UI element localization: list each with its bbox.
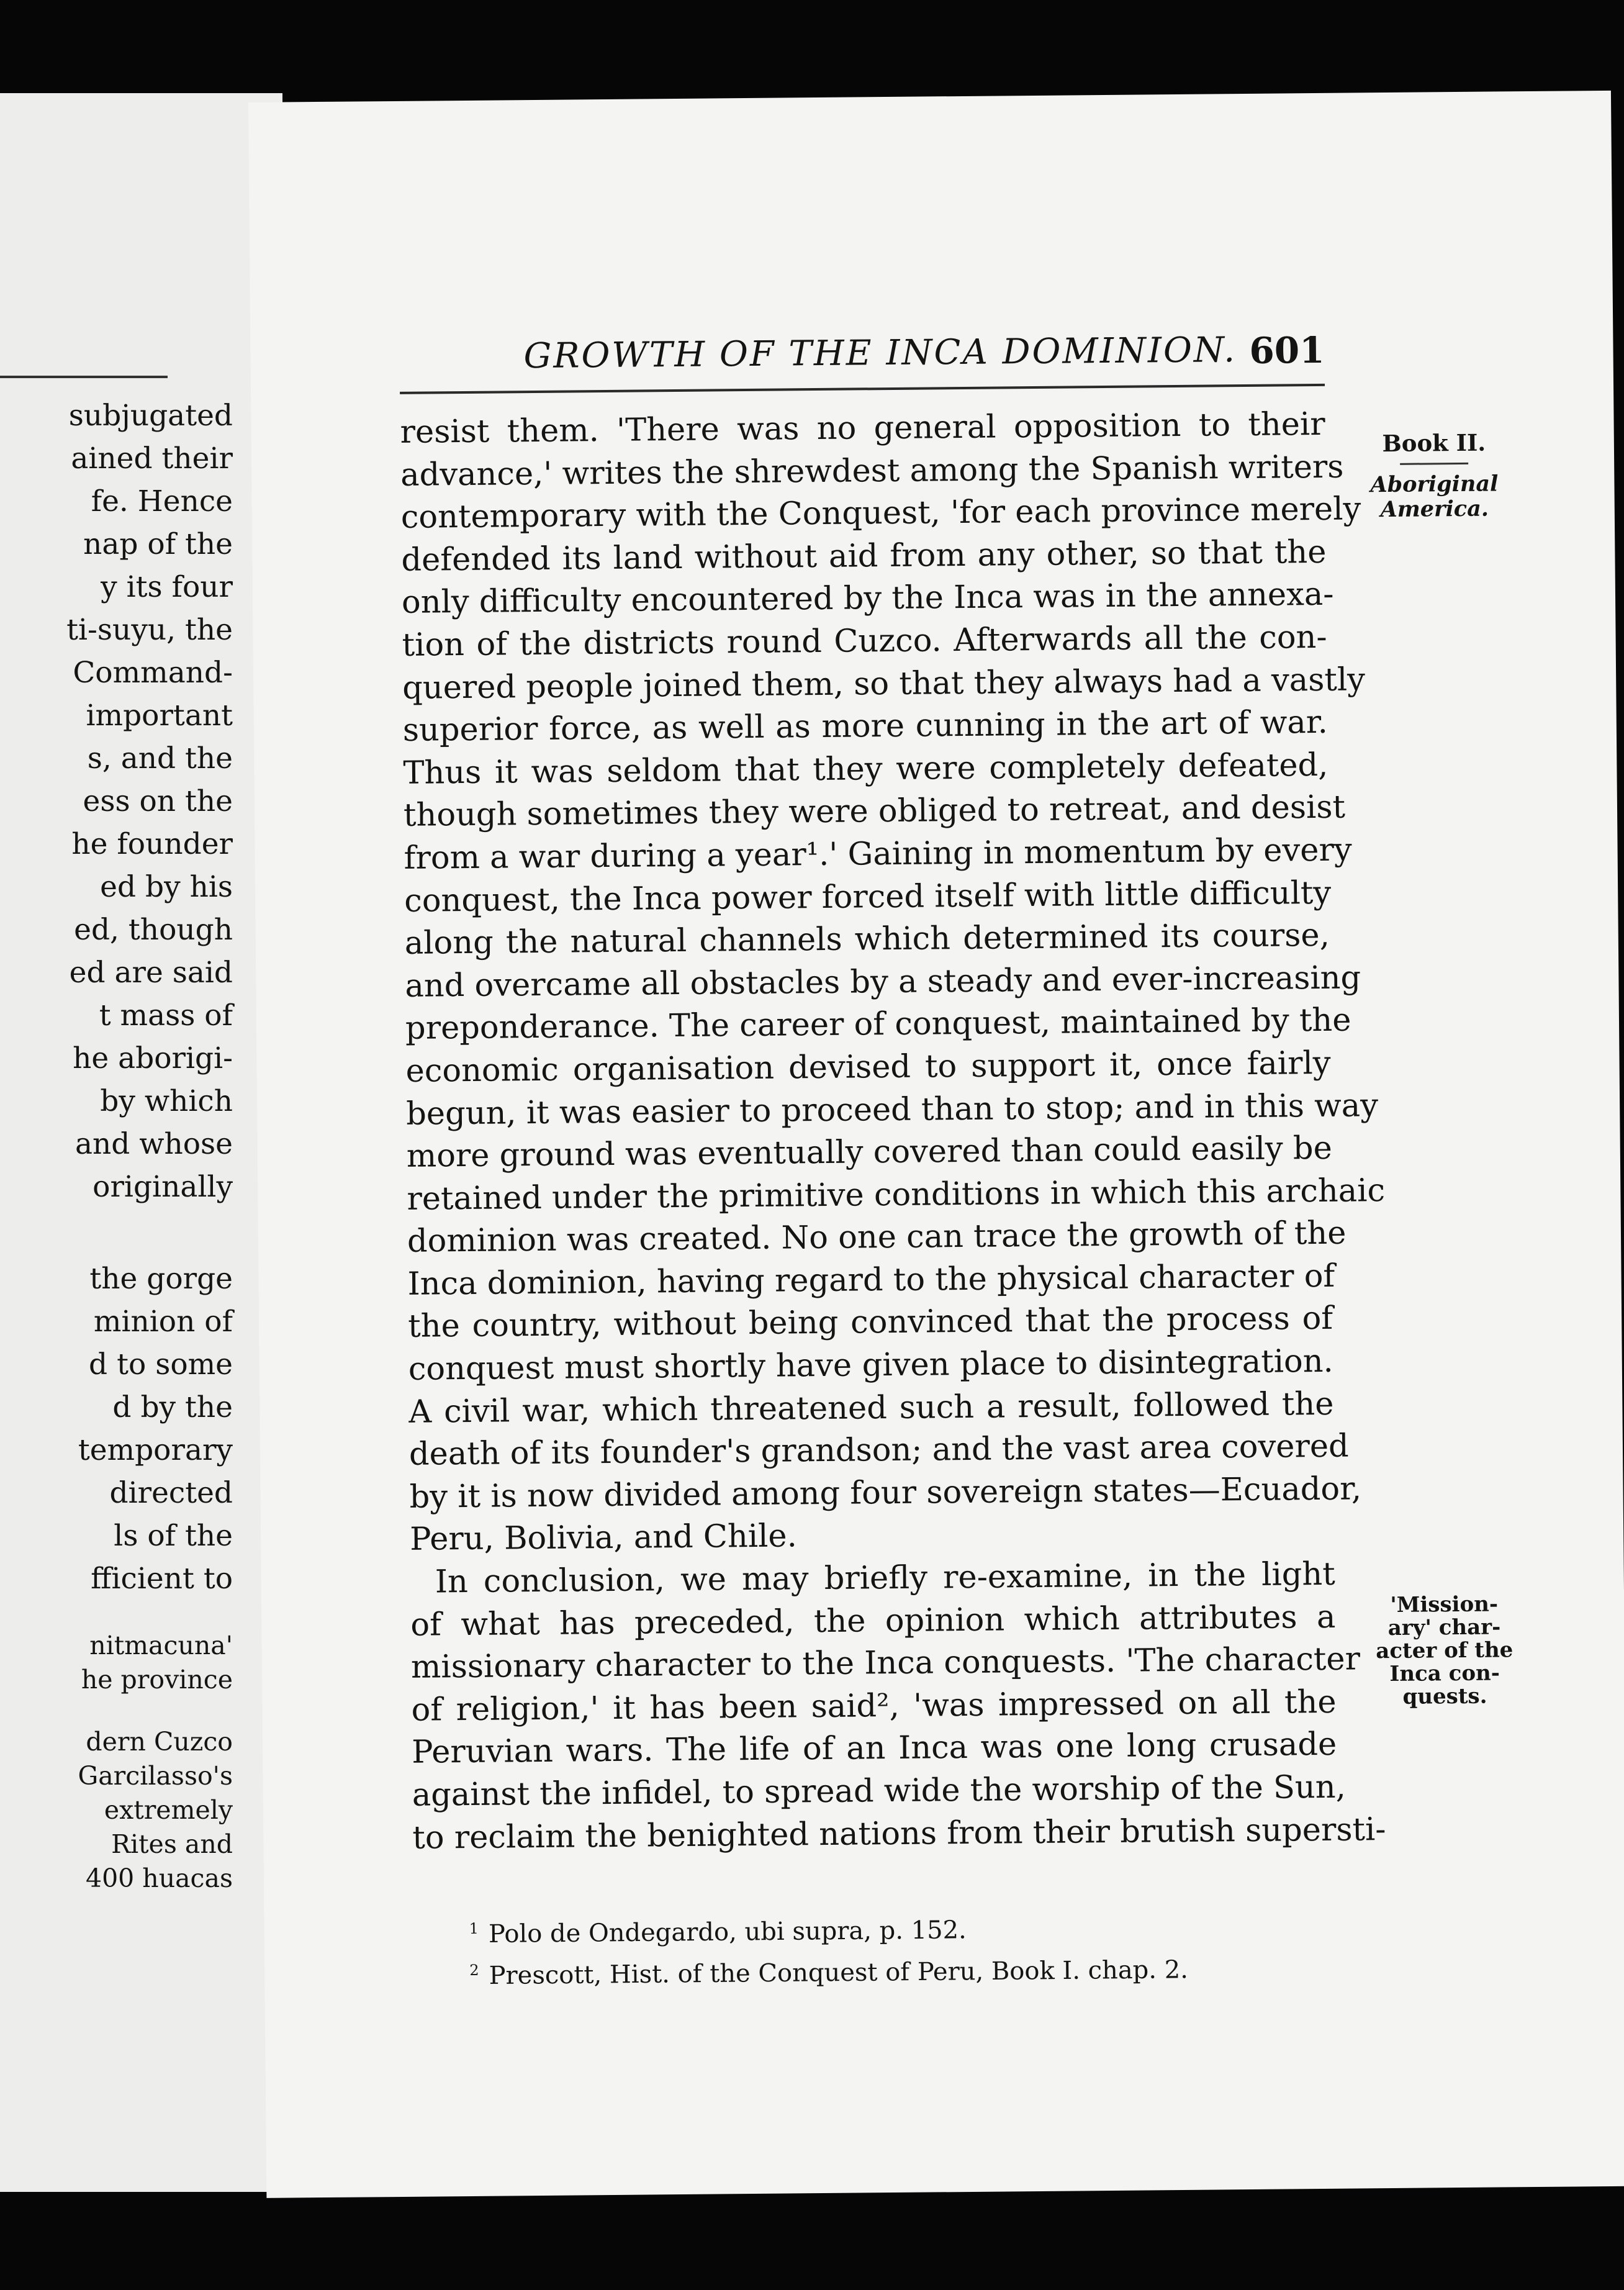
text-line: conquest, the Inca power forced itself with little difficulty: [404, 874, 1332, 920]
running-head: [399, 329, 1325, 394]
text-line: only difficulty encountered by the Inca was in the annexa-: [401, 576, 1334, 622]
text-line: by it is now divided among four sovereign states—Ecuador,: [409, 1470, 1362, 1516]
main-text: [400, 404, 1386, 1860]
side-note-book: [1353, 430, 1515, 522]
facing-page-line: fficient to: [91, 1562, 233, 1596]
text-line: and overcame all obstacles by a steady and ever-increasing: [405, 959, 1361, 1005]
text-line: against the infidel, to spread wide the worship of the Sun,: [412, 1768, 1347, 1814]
facing-page-footnote-line: he province: [81, 1665, 233, 1695]
facing-page-line: important: [86, 699, 233, 733]
text-line: from a war during a year¹.' Gaining in momentum by every: [404, 831, 1352, 877]
facing-page-line: minion of: [93, 1305, 233, 1339]
facing-page-footnote-line: Rites and: [111, 1829, 233, 1859]
side-note-missionary: [1363, 1593, 1526, 1709]
facing-page-line: ls of the: [114, 1519, 233, 1553]
text-line: Peru, Bolivia, and Chile.: [409, 1518, 798, 1559]
text-line: of religion,' it has been said², 'was impressed on all the: [411, 1683, 1337, 1729]
text-line: Inca dominion, having regard to the physical character of: [407, 1257, 1335, 1303]
text-line: of what has preceded, the opinion which attributes a: [410, 1598, 1336, 1644]
page-title: GROWTH OF THE INCA DOMINION.: [523, 330, 1237, 377]
facing-page-line: originally: [92, 1170, 233, 1204]
book-page: [248, 91, 1624, 2198]
text-line: dominion was created. No one can trace the growth of the: [407, 1215, 1347, 1260]
facing-page-line: d by the: [112, 1390, 233, 1424]
facing-page-footnote-line: 400 huacas: [86, 1863, 233, 1893]
facing-page-rule: [0, 376, 168, 378]
text-line: begun, it was easier to proceed than to stop; and in this way: [405, 1087, 1379, 1133]
facing-page-line: temporary: [78, 1433, 233, 1467]
side-note-aboriginal: Aboriginal: [1370, 471, 1499, 498]
facing-page-line: ed, though: [74, 913, 233, 947]
text-line: missionary character to the Inca conquests. 'The character: [410, 1641, 1361, 1686]
side-note-line: acter of the: [1376, 1637, 1513, 1664]
side-note-america: America.: [1380, 496, 1489, 523]
facing-page-line: he founder: [71, 827, 233, 861]
text-line: Thus it was seldom that they were completely defeated,: [403, 746, 1329, 792]
facing-page-line: subjugated: [68, 399, 233, 433]
footnote: [469, 1903, 1351, 1953]
side-note-line: ary' char-: [1387, 1614, 1501, 1641]
facing-page-line: ed are said: [69, 956, 233, 990]
facing-page-line: by which: [100, 1084, 233, 1118]
side-note-line: quests.: [1402, 1683, 1487, 1709]
facing-page-line: and whose: [74, 1127, 233, 1161]
facing-page-line: t mass of: [99, 998, 233, 1033]
text-line: tion of the districts round Cuzco. Afterwards all the con-: [402, 618, 1327, 664]
text-line: retained under the primitive conditions in which this archaic: [407, 1172, 1386, 1218]
text-line: quered people joined them, so that they always had a vastly: [402, 661, 1366, 707]
facing-page: [0, 93, 282, 2192]
footnote-text: Prescott, Hist. of the Conquest of Peru, Book I. chap. 2.: [489, 1955, 1189, 1991]
footnote: [469, 1945, 1351, 1994]
facing-page-footnote-line: extremely: [104, 1795, 233, 1825]
paragraph: [410, 1554, 1386, 1860]
text-line: A civil war, which threatened such a result, followed the: [408, 1385, 1334, 1431]
side-note-line: 'Mission-: [1390, 1591, 1499, 1618]
facing-page-line: the gorge: [89, 1262, 233, 1296]
text-line: economic organisation devised to support it, once fairly: [405, 1044, 1331, 1090]
facing-page-line: ained their: [71, 441, 233, 476]
facing-page-footnote-line: nitmacuna': [89, 1631, 233, 1660]
facing-page-line: ess on the: [83, 784, 233, 818]
footnote-mark: 1: [469, 1919, 479, 1938]
text-line: Peruvian wars. The life of an Inca was one long crusade: [411, 1726, 1337, 1772]
facing-page-line: ti-suyu, the: [66, 613, 233, 647]
text-line: In conclusion, we may briefly re-examine, in the light: [435, 1555, 1336, 1601]
facing-page-line: Command-: [73, 656, 233, 690]
side-note-line: Inca con-: [1389, 1660, 1500, 1687]
facing-page-footnote-line: Garcilasso's: [78, 1761, 233, 1791]
text-line: the country, without being convinced that the process of: [407, 1300, 1333, 1346]
facing-page-line: ed by his: [100, 870, 233, 904]
footnote-text: Polo de Ondegardo, ubi supra, p. 152.: [488, 1916, 967, 1949]
text-line: death of its founder's grandson; and the vast area covered: [408, 1428, 1349, 1473]
facing-page-line: s, and the: [87, 741, 233, 776]
facing-page-line: y its four: [101, 570, 233, 604]
footnotes: [469, 1903, 1351, 1994]
text-line: advance,' writes the shrewdest among the Spanish writers: [400, 448, 1344, 494]
text-line: more ground was eventually covered than could easily be: [406, 1129, 1333, 1175]
paragraph: [400, 404, 1386, 1562]
text-line: preponderance. The career of conquest, maintained by the: [405, 1002, 1351, 1048]
text-line: contemporary with the Conquest, 'for each province merely: [400, 491, 1361, 536]
text-line: though sometimes they were obliged to retreat, and desist: [403, 789, 1346, 835]
facing-page-line: he aborigi-: [73, 1041, 233, 1075]
facing-page-line: d to some: [89, 1347, 233, 1382]
footnote-mark: 2: [469, 1962, 479, 1980]
text-line: resist them. 'There was no general opposition to their: [400, 405, 1325, 451]
facing-page-line: nap of the: [83, 527, 233, 561]
facing-page-line: fe. Hence: [91, 484, 233, 518]
facing-page-line: directed: [109, 1476, 233, 1510]
text-line: to reclaim the benighted nations from their brutish supersti-: [412, 1811, 1386, 1857]
text-line: superior force, as well as more cunning in the art of war.: [402, 704, 1329, 749]
text-line: along the natural channels which determined its course,: [404, 916, 1330, 962]
text-line: defended its land without aid from any other, so that the: [401, 533, 1327, 579]
page-number: 601: [1249, 328, 1325, 372]
side-note-divider: [1400, 463, 1468, 465]
facing-page-footnote-line: dern Cuzco: [86, 1727, 233, 1757]
text-line: conquest must shortly have given place to disintegration.: [408, 1342, 1334, 1388]
side-note-book-label: Book II.: [1382, 428, 1486, 458]
